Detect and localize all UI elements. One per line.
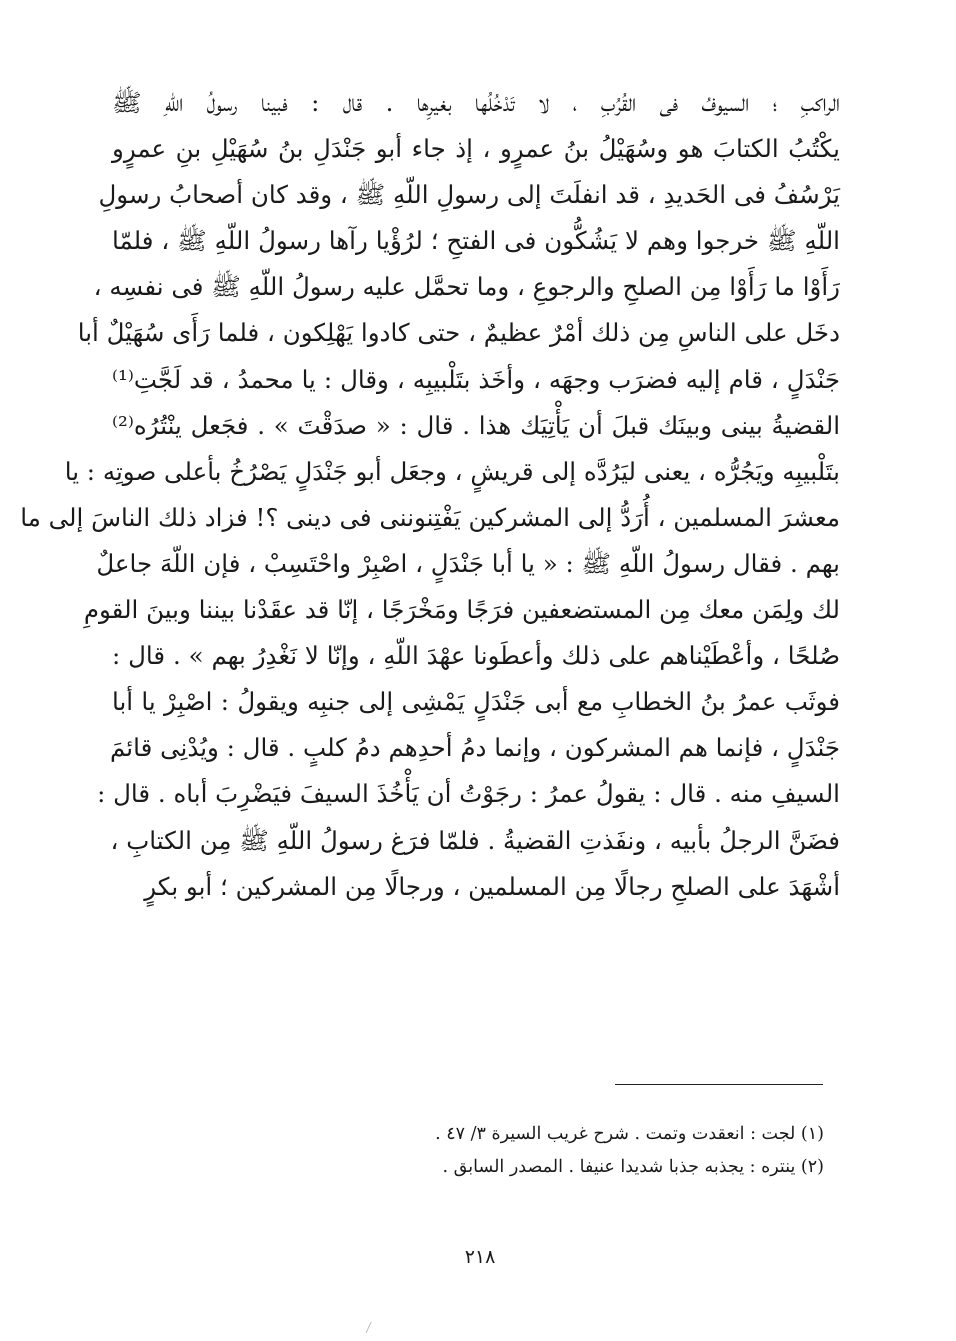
footnote-1: (١) لجت : انعقدت وتمت . شرح غريب السيرة ٣/ ٤٧ . <box>435 1124 824 1144</box>
text-line: دخَل على الناسِ مِن ذلك أمْرٌ عظيمٌ ، حتى كادوا يَهْلِكون ، فلما رَأَى سُهَيْلٌ أبا <box>77 318 840 348</box>
text-line: الراكبِ ؛ السيوفُ فى القُرُبِ ، لا تَدْخُلُها بغيرِها . قال : فبينا رسولُ اللّهِ ﷺ <box>112 88 840 117</box>
text-line: فضَنَّ الرجلُ بأبيه ، ونفَذتِ القضيةُ . فلمّا فرَغ رسولُ اللّهِ ﷺ مِن الكتابِ ، <box>110 825 840 855</box>
text-line: جَنْدَلٍ ، قام إليه فضرَب وجهَه ، وأخَذ بتَلْبيبِه ، وقال : يا محمدُ ، قد لَجَّتِ⁽¹⁾ <box>112 364 840 394</box>
page-number: ٢١٨ <box>464 1246 496 1268</box>
text-line: جَنْدَلٍ ، فإنما هم المشركون ، وإنما دمُ أحدِهم دمُ كلبٍ . قال : ويُدْنِى قائمَ <box>110 733 840 763</box>
text-line: بتَلْبيبِه ويَجُرُّه ، يعنى ليَرُدَّه إلى قريشٍ ، وجعَل أبو جَنْدَلٍ يَصْرُخُ بأعلى صوتِه : يا <box>64 456 840 486</box>
text-line: السيفِ منه . قال : يقولُ عمرُ : رجَوْتُ أن يَأْخُذَ السيفَ فيَضْرِبَ أباه . قال : <box>97 779 840 809</box>
footnote-separator <box>615 1084 823 1085</box>
text-line: رَأَوْا ما رَأَوْا مِن الصلحِ والرجوعِ ، وما تحمَّل عليه رسولُ اللّهِ ﷺ فى نفسِه ، <box>93 272 840 302</box>
main-text-block <box>20 80 840 910</box>
scan-speck <box>366 1322 375 1335</box>
text-line: لك ولِمَن معك مِن المستضعفين فرَجًا ومَخْرَجًا ، إنّا قد عقَدْنا بيننا وبينَ القومِ <box>83 595 840 625</box>
text-line: يكْتُبُ الكتابَ هو وسُهَيْلُ بنُ عمرٍو ، إذ جاء أبو جَنْدَلِ بنُ سُهَيْلِ بنِ عمرٍو <box>112 134 840 164</box>
text-line: فوثَب عمرُ بنُ الخطابِ مع أبى جَنْدَلٍ يَمْشِى إلى جنبِه ويقولُ : اصْبِرْ يا أبا <box>112 687 840 717</box>
text-line: القضيةُ بينى وبينَك قبلَ أن يَأْتِيَك هذا . قال : « صدَقْتَ » . فجَعل ينْتُرُه⁽²⁾ <box>112 410 840 440</box>
text-line: اللّهِ ﷺ خرجوا وهم لا يَشُكُّون فى الفتحِ ؛ لرُؤْيا رآها رسولُ اللّهِ ﷺ ، فلمّا <box>112 226 840 256</box>
text-line: صُلحًا ، وأعْطَيْناهم على ذلك وأعطَونا عهْدَ اللّهِ ، وإنّا لا نَغْدِرُ بهم » . قال : <box>112 641 840 671</box>
text-line: أشْهَدَ على الصلحِ رجالًا مِن المسلمين ، ورجالًا مِن المشركين ؛ أبو بكرٍ <box>144 871 840 901</box>
text-line: يَرْسُفُ فى الحَديدِ ، قد انفلَتَ إلى رسولِ اللّهِ ﷺ ، وقد كان أصحابُ رسولِ <box>98 180 840 210</box>
footnotes-block <box>300 1118 824 1184</box>
text-line: بهم . فقال رسولُ اللّهِ ﷺ : « يا أبا جَنْدَلٍ ، اصْبِرْ واحْتَسِبْ ، فإن اللّهَ جاعلٌ <box>96 548 840 578</box>
text-line: معشرَ المسلمين ، أُرَدُّ إلى المشركين يَفْتِنوننى فى دينى ؟! فزاد ذلك الناسَ إلى ما <box>20 502 840 532</box>
footnote-2: (٢) ينتره : يجذبه جذبا شديدا عنيفا . المصدر السابق . <box>442 1157 824 1177</box>
